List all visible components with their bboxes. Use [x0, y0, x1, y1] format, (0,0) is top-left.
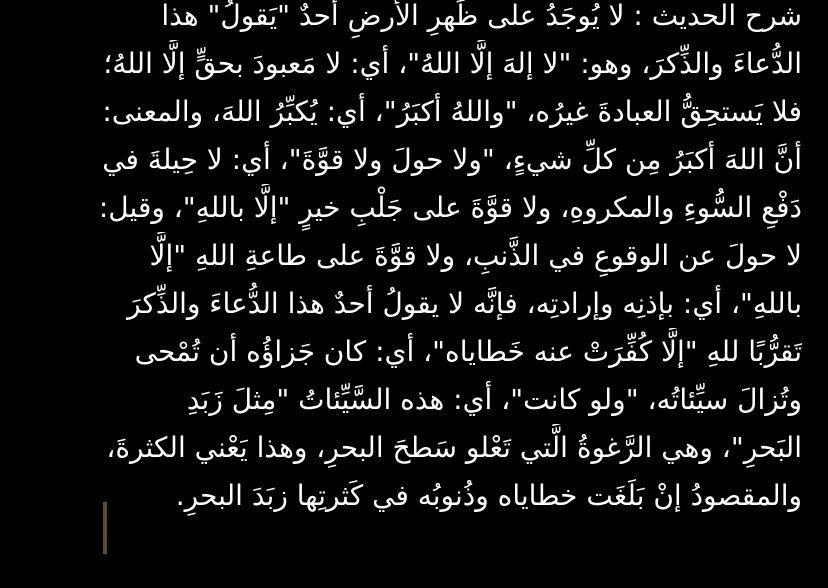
text-line-1: شرح الحديث : لا يُوجَدُ على ظَهرِ الأرضِ أحدٌ "يَقولُ" هذا — [161, 0, 802, 32]
hadith-explanation-text — [42, 0, 802, 520]
text-line-4: أنَّ اللهَ أكبَرُ مِن كلِّ شيءٍ، "ولا حولَ ولا قوَّةَ"، أي: لا حِيلةَ في — [102, 143, 802, 176]
text-line-5: دَفْعِ السُّوءِ والمكروهِ، ولا قوَّةَ على جَلْبِ خيرٍ "إلَّا باللهِ"، وقيل: — [98, 191, 802, 224]
text-line-9: وتُزالَ سيِّئاتُه، "ولو كانت"، أي: هذه السَّيِّئاتُ "مِثلَ زَبَدِ — [186, 383, 802, 416]
text-line-10: البَحرِ"، وهي الرَّغوةُ الَّتي تَعْلو سَطحَ البحرِ، وهذا يَعْني الكثرةَ، — [106, 431, 802, 464]
text-line-8: تَقرُّبًا للهِ "إلَّا كُفِّرَتْ عنه خَطاياه"، أي: كان جَزاؤُه أن تُمْحى — [134, 335, 802, 368]
text-line-2: الدُّعاءَ والذِّكرَ، وهو: "لا إلهَ إلَّا اللهُ"، أي: لا مَعبودَ بحقٍّ إلَّا اللهُ؛ — [103, 47, 802, 80]
text-line-6: لا حولَ عن الوقوعِ في الذَّنبِ، ولا قوَّةَ على طاعةِ اللهِ "إلَّا — [149, 239, 802, 272]
text-line-3: فلا يَستحِقُّ العبادةَ غيرُه، "واللهُ أكبَرُ"، أي: يُكبِّرُ اللهَ، والمعنى: — [102, 95, 802, 128]
text-line-7: باللهِ"، أي: بإذنِه وإرادتِه، فإنَّه لا يقولُ أحدٌ هذا الدُّعاءَ والذِّكرَ — [127, 287, 802, 320]
text-line-11: والمقصودُ إنْ بَلَغَت خطاياه وذُنوبُه في كَثرتِها زبَدَ البحرِ. — [175, 479, 802, 512]
